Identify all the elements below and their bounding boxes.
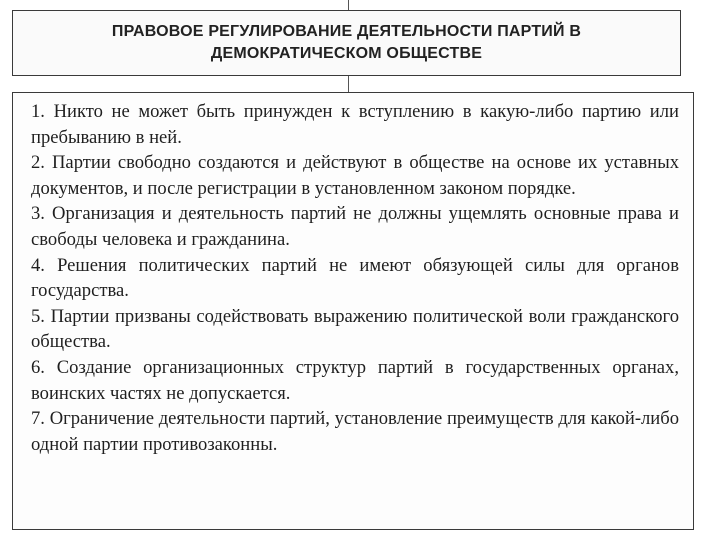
list-item-1: 1. Никто не может быть принужден к вступлению в какую-либо партию или пребыванию в ней.	[31, 101, 679, 148]
principles-list	[12, 92, 694, 530]
list-item-6: 6. Создание организационных структур партий в государственных органах, воинских частях не допускается.	[31, 356, 679, 404]
list-item-3: 3. Организация и деятельность партий не должны ущемлять основные права и свободы человека и гражданина.	[31, 203, 679, 250]
list-item-7: 7. Ограничение деятельности партий, установление преимуществ для какой-либо одной партии противозаконны.	[31, 408, 679, 455]
connector-line-top	[348, 0, 349, 10]
connector-line-middle	[348, 76, 349, 92]
list-item-4: 4. Решения политических партий не имеют обязующей силы для органов государства.	[31, 254, 679, 302]
list-item-2: 2. Партии свободно создаются и действуют в обществе на основе их уставных документов, и после регистрации в установленном законом порядке.	[31, 152, 679, 199]
title-line-2: ДЕМОКРАТИЧЕСКОМ ОБЩЕСТВЕ	[210, 45, 483, 62]
title-line-1: ПРАВОВОЕ РЕГУЛИРОВАНИЕ ДЕЯТЕЛЬНОСТИ ПАРТИЙ В	[111, 23, 582, 40]
list-item-5: 5. Партии призваны содействовать выражению политической воли гражданского общества.	[31, 305, 679, 353]
title-box	[12, 10, 681, 76]
